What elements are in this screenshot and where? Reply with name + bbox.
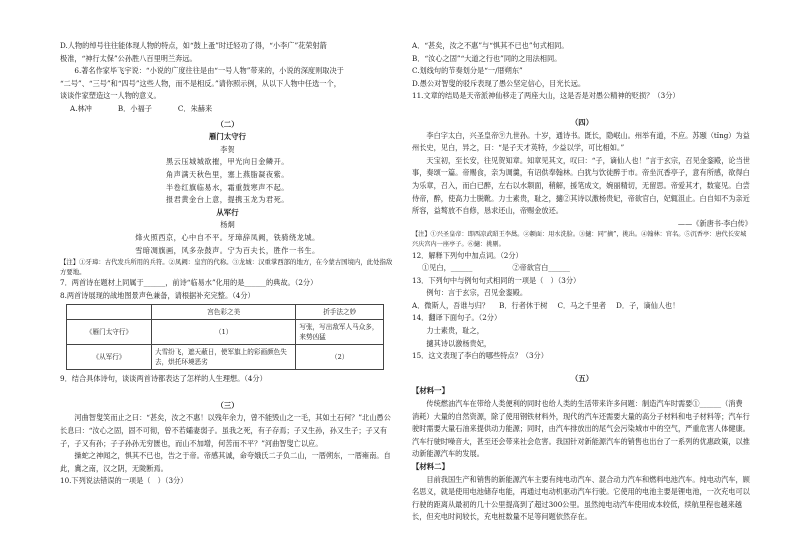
question-15: 15．这文表现了李白的哪些特点？（3分）	[412, 351, 548, 361]
question-11: 11.文章的结局是天帝派神仙移走了两座大山，这是否是对愚公精神的贬损？（3分）	[412, 91, 680, 101]
question-14: 14．翻译下面句子。（2分）	[412, 313, 502, 323]
question-6-line1: 6.著名作家毕飞宇说：“小说的广度往往是由“一号人物”带来的，小说的深度则取决于	[74, 66, 344, 76]
question-10: 10.下列说法错误的一项是（ ）（3分）	[60, 476, 188, 486]
poem1-line: 角声满天秋色里，塞上燕脂凝夜紫。	[165, 169, 289, 179]
section-4-heading: （四）	[570, 117, 594, 127]
q10-option-c: C.划线句的节奏划分是“一/厝朔东”	[412, 66, 523, 76]
material-1-heading: 【材料一】	[412, 386, 449, 396]
passage-4-paragraph: 李白字太白，兴圣皇帝⑨九世孙。十岁，通诗书。既长，隐岷山。州举有道，不应。苏颋（tǐng）为益州长史，见白，异之，曰：“是子天才英特，少益以学，可比相如。”	[412, 130, 750, 153]
section-5-heading: （五）	[570, 373, 594, 383]
table-cell-blank-1: （1）	[152, 320, 296, 345]
question-13-options	[412, 300, 752, 313]
q13-example: 例句：言于玄宗，召见金銮殿。	[426, 288, 528, 298]
poem1-author: 李贺	[220, 144, 235, 154]
passage-3-paragraph: 河曲智叟笑而止之曰：“甚矣，汝之不惠！以残年余力，曾不能毁山之一毛，其如土石何？”北山愚公长息曰：“汝心之固，固不可彻，曾不若孀妻弱子。虽我之死，有子存焉；子又生孙，孙又生子；子又有子，子又有孙；子子孙孙无穷匮也，而山不加增，何苦而不平？”河曲智叟亡以应。	[60, 413, 391, 448]
poem2-line: 烽火照西京，心中自不平。牙璋辞凤阙，铁骑绕龙城。	[135, 232, 320, 242]
question-12: 12．解释下列句中加点词。（2分）	[412, 250, 523, 260]
q12-item-2: ②帝欲官白______	[512, 263, 570, 273]
question-6-line3: 谈谈作家塑造这一人物的意义。	[60, 91, 161, 101]
q13-option-b: B．行者休于树	[499, 300, 548, 310]
q13-option-c: C．马之千里者	[557, 300, 607, 310]
poem1-line: 黑云压城城欲摧，甲光向日金鳞开。	[165, 157, 289, 167]
q10-option-d: D.愚公对智叟的驳斥表现了愚公坚定信心，目光长远。	[412, 78, 586, 88]
table-cell-blank-2: （2）	[296, 345, 384, 370]
option-d-line1: D.人物的绰号往往能体现人物的特点，如“鼓上蚤”时迁轻功了得，“小李广”花荣射箭	[60, 41, 327, 50]
q10-option-b: B．“汝心之固”“大道之行也”同的之用法相同。	[412, 53, 562, 63]
table-cell: 大雪纷飞，遮天蔽日，使军旗上的彩画颜色失去，烘托环境恶劣	[152, 345, 296, 370]
q14-sentence-1: 力士素贵，耻之，	[426, 326, 484, 336]
left-column	[60, 40, 395, 488]
q13-option-d: D．子，谪仙人也！	[616, 300, 680, 310]
question-6-options	[60, 103, 395, 116]
poem2-title: 从军行	[216, 207, 239, 217]
passage-4-source: ——《新唐书·李白传》	[677, 218, 752, 228]
passage-4-paragraph: 天宝初，至长安，往见贺知章。知章见其文，叹曰：“子，谪仙人也！”言于玄宗，召见金銮殿，论当世事，奏颂一篇。帝赐食，亲为调羹，有诏供奉翰林。白犹与饮徒醉于市。帝坐沉香亭子，意有所感，欲得白为乐章，召入，而白已醉，左右以水颒面，稍解，援笔成文，婉丽精切，无留思。帝爱其才，数宴见。白尝侍帝，醉，使高力士脱靴。力士素贵，耻之，擿②其诗以激杨贵妃，帝欲官白，妃辄沮止。白自知不为亲近所容，益骜放不自修，恳求还山，帝赐金放还。	[412, 155, 750, 216]
material-2-heading: 【材料二】	[412, 462, 449, 471]
poem2-author: 杨炯	[220, 220, 235, 230]
table-cell: 写张，写出敌军人马众多，来势凶猛	[296, 320, 384, 345]
section-2-heading: （二）	[216, 119, 239, 129]
option-b: B．小福子	[117, 103, 152, 113]
right-column	[412, 40, 752, 524]
passage-3-paragraph: 操蛇之神闻之，惧其不已也，告之于帝。帝感其诚，命夸娥氏二子负二山，一厝朔东，一厝雍南。自此，冀之南，汉之阴，无陇断焉。	[60, 451, 391, 473]
passage-4-note: 【注】①兴圣皇帝：即西凉武昭王李暠。②颒面：用水洗脸。③擿：同“摘”，挑出。④翰林：官名。⑤沉香亭：唐代长安城兴庆宫内一座亭子。⑥擿：挑剔。	[412, 231, 747, 248]
poem-note: 【注】①牙璋：古代发兵所用的兵符。②凤阙：皇宫的代称。③龙城：汉重掌西部的地方，在今蒙古国境内，此处指敌方要地。	[60, 258, 393, 277]
poem1-title: 雁门太守行	[209, 132, 246, 142]
option-d-line2: 极准，“神行太保”公孙胜八百里明兰奔远。	[60, 53, 197, 63]
question-7: 7．两首诗在题材上同属于______，前诗“临易水”化用的是______的典故。（2分）	[60, 278, 318, 288]
question-6-line2: “二号”、“三号”和“四号”这些人物，而不是相反。”请你照示例，从以下人物中任选一个，	[60, 78, 341, 88]
table-row-label: 《雁门太守行》	[67, 320, 152, 345]
option-c: C．朱赫来	[177, 103, 213, 113]
table-header-technique: 折手法之妙	[296, 305, 384, 320]
q13-option-a: A．微斯人，吾谁与归？	[412, 300, 490, 310]
poem1-line: 报君黄金台上意，提携玉龙为君死。	[165, 195, 289, 205]
poem2-line: 雪暗凋旗画，风多杂鼓声。宁为百夫长，胜作一书生。	[135, 245, 320, 255]
table-row-label: 《从军行》	[67, 345, 152, 370]
q14-sentence-2: 擿其诗以激杨贵妃，	[426, 338, 492, 348]
question-9: 9．结合具体诗句，谈谈两首诗都表达了怎样的人生理想。（4分）	[60, 374, 267, 384]
poem1-line: 半卷红旗临易水，霜重鼓寒声不起。	[165, 182, 289, 192]
poem-comparison-table	[66, 304, 384, 370]
material-1-text: 传统燃油汽车在带给人类便利的同时也给人类的生活带来许多问题：制造汽车时需要①______（消费 消耗）大量的自然资源，除了使用钢铁材料外，现代的汽车还需要大量的高分子材料和电子材料等；汽车行驶时需要大量石油来提供动力能源；同时，由汽车排放出的尾气会污染城市中的空气，严重危害人体健康。汽车行驶时噪音大，甚至还会带来社会危害。我国针对新能源汽车的销售也出台了一系列的优惠政策，以推动新能源汽车的发展。	[412, 399, 750, 459]
question-13: 13．下列句中与例句句式相同的一项是（ ）（3分）	[412, 275, 581, 285]
section-3-heading: （三）	[216, 400, 239, 410]
option-a: A.林冲	[70, 103, 92, 113]
question-8: 8.两首诗展现的战地图景声色兼备，请根据补充完整。（4分）	[60, 290, 255, 300]
material-2-text: 目前我国生产和销售的新能源汽车主要有纯电动汽车、混合动力汽车和燃料电池汽车。纯电动汽车，顾名思义，就是使用电池储存电能，再通过电动机驱动汽车行驶。它使用的电池主要是锂电池，一次充电可以行驶的距离从最初的几十公里提高到了超过300公里。虽然纯电动汽车使用成本较低，续航里程也越来越长，但充电时间较长，充电桩数量不足等问题依然存在。	[412, 474, 750, 522]
table-header-color: 宫色彩之美	[152, 305, 296, 320]
question-12-items	[412, 262, 752, 275]
q10-option-a: A．“甚矣，汝之不惠”与“惧其不已也”句式相同。	[412, 41, 569, 50]
q12-item-1: ①见白，______	[422, 263, 473, 273]
